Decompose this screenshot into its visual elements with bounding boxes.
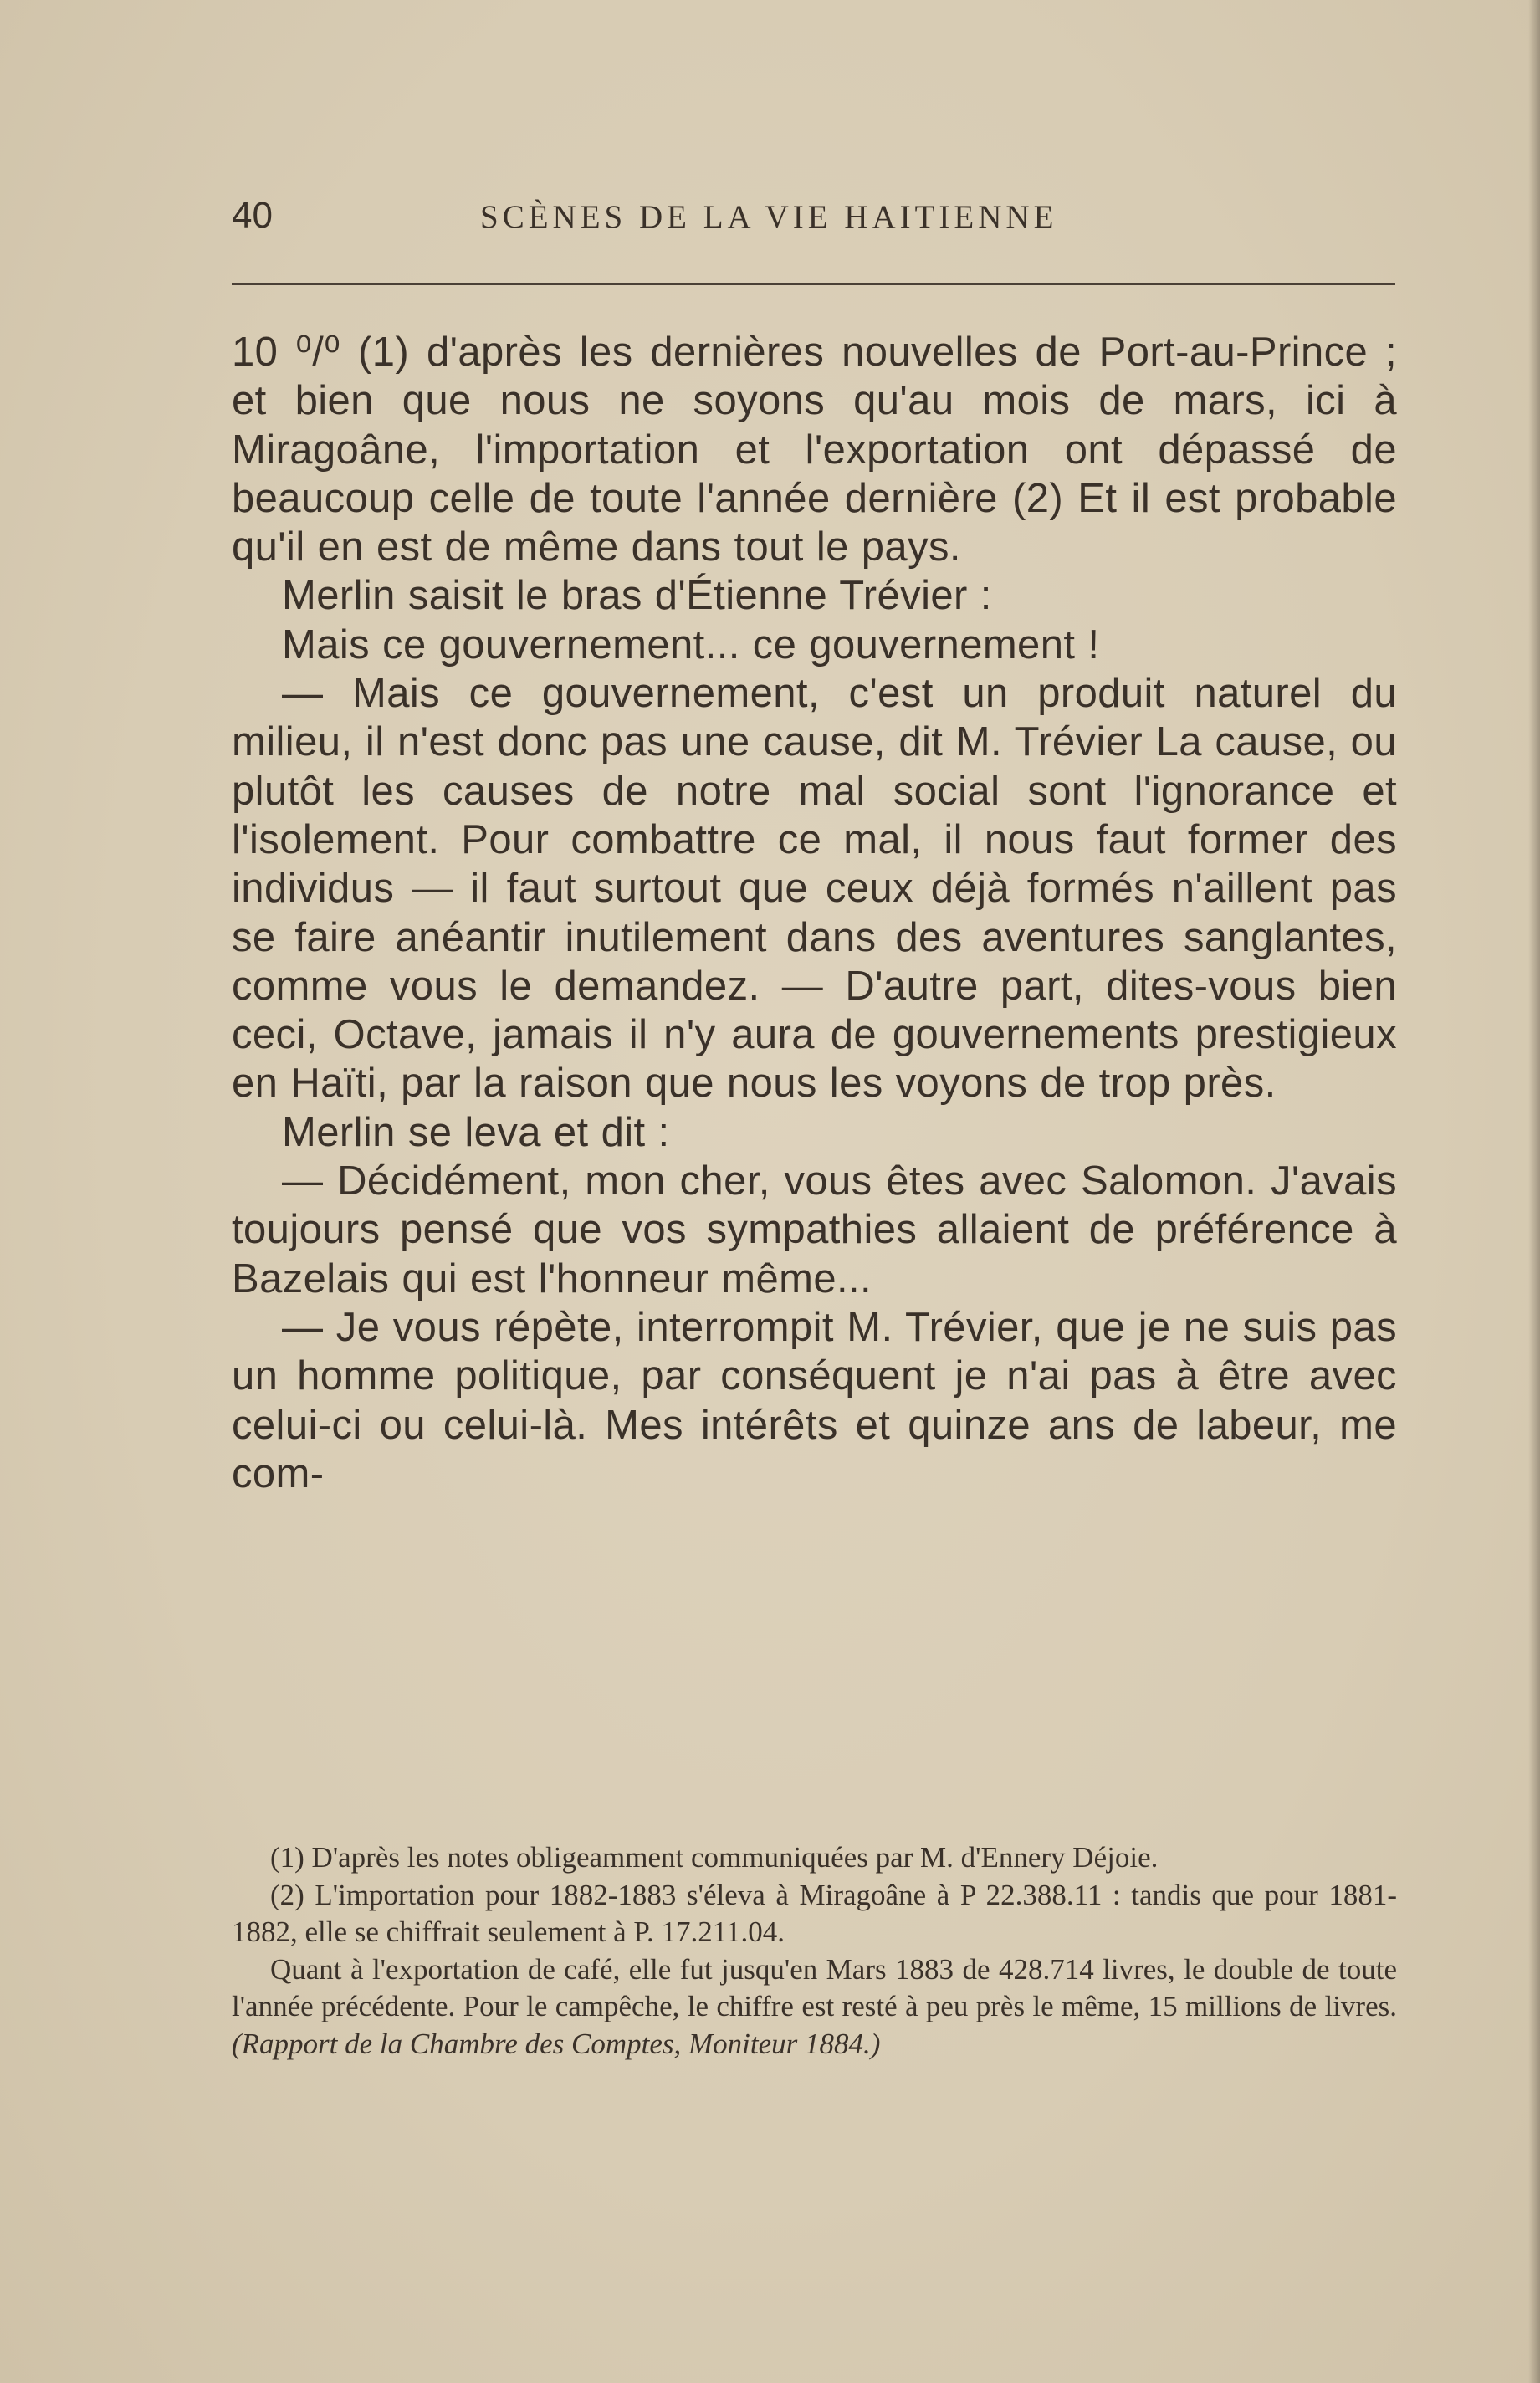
paragraph: Mais ce gouvernement... ce gouvernement !	[282, 621, 1100, 667]
header-rule	[232, 283, 1395, 285]
footnote-2: (2) L'importation pour 1882-1883 s'éleva à Miragoâne à P 22.388.11 : tandis que pour 1881-1882, elle se chiffrait seulement à P. 17.211.04.	[232, 1878, 1397, 1948]
paragraph: — Mais ce gouvernement, c'est un produit naturel du milieu, il n'est donc pas une cause, dit M. Trévier La cause, ou plutôt les causes de notre mal social sont l'ignorance et l'isolement. Pour combattre ce mal, il nous faut former des individus — il faut surtout que ceux déjà formés n'aillent pas se faire anéantir inutilement dans des aventures sanglantes, comme vous le demandez. — D'autre part, dites-vous bien ceci, Octave, jamais il n'y aura de gouvernements prestigieux en Haïti, par la raison que nous les voyons de trop près.	[232, 671, 1397, 1107]
paragraph: — Décidément, mon cher, vous êtes avec Salomon. J'avais toujours pensé que vos sympathies allaient de préférence à Bazelais qui est l'honneur même...	[232, 1158, 1397, 1301]
page-number: 40	[232, 195, 273, 236]
footnote-source: (Rapport de la Chambre des Comptes, Moniteur 1884.)	[232, 2027, 881, 2060]
running-title: SCÈNES DE LA VIE HAITIENNE	[480, 199, 1058, 235]
paragraph: Merlin saisit le bras d'Étienne Trévier :	[282, 573, 992, 619]
paragraph: 10 ⁰/⁰ (1) d'après les dernières nouvelles de Port-au-Prince ; et bien que nous ne soyons qu'au mois de mars, ici à Miragoâne, l'importation et l'exportation ont dépassé de beaucoup celle de toute l'année dernière (2) Et il est probable qu'il en est de même dans tout le pays.	[232, 330, 1397, 570]
main-text	[232, 328, 1397, 1498]
footnote-1: (1) D'après les notes obligeamment communiquées par M. d'Ennery Déjoie.	[270, 1841, 1159, 1874]
page-header	[232, 191, 1403, 241]
paragraph: Merlin se leva et dit :	[282, 1109, 670, 1155]
paragraph: — Je vous répète, interrompit M. Trévier, que je ne suis pas un homme politique, par conséquent je n'ai pas à être avec celui-ci ou celui-là. Mes intérêts et quinze ans de labeur, me com-	[232, 1304, 1397, 1496]
page-edge-shadow	[1528, 0, 1540, 2383]
footnote-2-continuation-text: Quant à l'exportation de café, elle fut jusqu'en Mars 1883 de 428.714 livres, le double de toute l'année précédente. Pour le campêche, le chiffre est resté à peu près le même, 15 millions de livres.	[232, 1952, 1397, 2022]
footnote-2-continuation	[232, 1951, 1397, 2063]
footnotes	[232, 1839, 1397, 2063]
